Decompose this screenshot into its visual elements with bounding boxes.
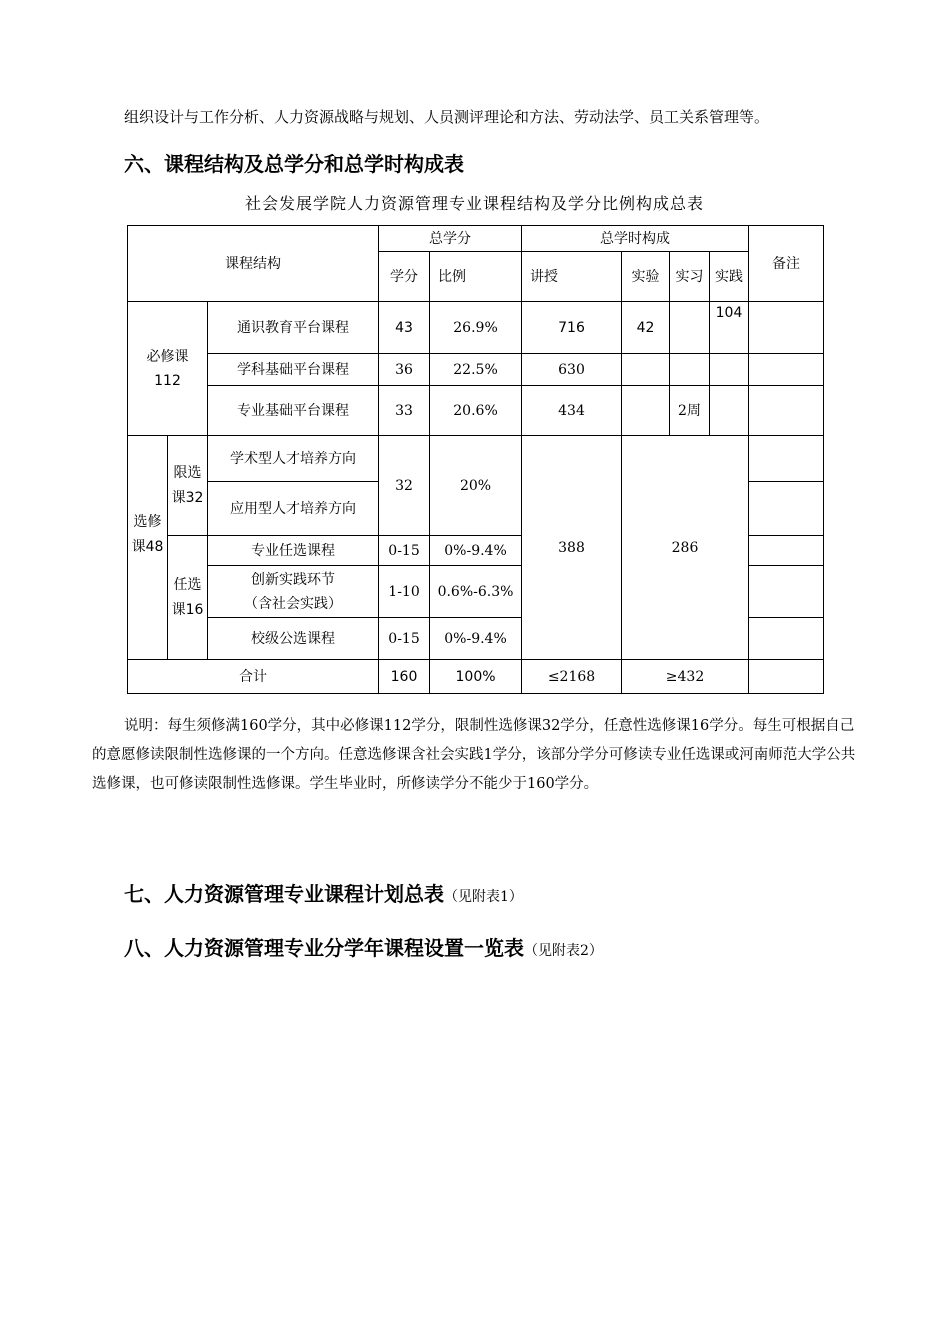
optional-label: 任选课 bbox=[171, 576, 202, 618]
cell-ratio: 0%-9.4% bbox=[430, 536, 522, 566]
elective-credits: 48 bbox=[145, 538, 164, 555]
elective-group bbox=[128, 436, 168, 660]
cell-remarks bbox=[749, 386, 824, 436]
header-total-credits: 总学分 bbox=[379, 226, 522, 252]
cell-lab bbox=[622, 354, 670, 386]
section8-title: 八、人力资源管理专业分学年课程设置一览表 bbox=[124, 936, 524, 960]
cell-remarks bbox=[749, 302, 824, 354]
total-label: 合计 bbox=[128, 660, 379, 694]
cell-practice bbox=[710, 386, 749, 436]
cell-internship: 2周 bbox=[670, 386, 710, 436]
course-structure-table bbox=[127, 225, 824, 694]
section8-note: （见附表2） bbox=[524, 943, 603, 959]
limited-credits: 32 bbox=[185, 489, 204, 506]
cell-credits: 0-15 bbox=[379, 536, 430, 566]
course-name: 学术型人才培养方向 bbox=[208, 436, 379, 482]
limited-group bbox=[168, 436, 208, 536]
header-lab: 实验 bbox=[622, 252, 670, 302]
total-credits: 160 bbox=[379, 660, 430, 694]
cell-ratio: 20.6% bbox=[430, 386, 522, 436]
required-credits: 112 bbox=[154, 372, 181, 389]
cell-ratio: 0%-9.4% bbox=[430, 618, 522, 660]
elective-other-hours: 286 bbox=[622, 436, 749, 660]
course-name: 通识教育平台课程 bbox=[208, 302, 379, 354]
total-lecture: ≤2168 bbox=[522, 660, 622, 694]
cell-credits: 43 bbox=[379, 302, 430, 354]
section6-heading: 六、课程结构及总学分和总学时构成表 bbox=[124, 152, 464, 176]
cell-practice bbox=[710, 354, 749, 386]
header-ratio: 比例 bbox=[430, 252, 522, 302]
cell-lecture: 630 bbox=[522, 354, 622, 386]
description-paragraph: 说明：每生须修满160学分，其中必修课112学分，限制性选修课32学分，任意性选修课16学分。每生可根据自己的意愿修读限制性选修课的一个方向。任意选修课含社会实践1学分，该部分学分可修读专业任选课或河南师范大学公共选修课，也可修读限制性选修课。学生毕业时，所修读学分不能少于160学分。 bbox=[92, 718, 856, 792]
cell-internship bbox=[670, 302, 710, 354]
cell-credits: 1-10 bbox=[379, 566, 430, 618]
cell-ratio: 26.9% bbox=[430, 302, 522, 354]
elective-label: 选修课 bbox=[131, 513, 162, 555]
intro-paragraph: 组织设计与工作分析、人力资源战略与规划、人员测评理论和方法、劳动法学、员工关系管理等。 bbox=[124, 108, 770, 126]
total-other-hours: ≥432 bbox=[622, 660, 749, 694]
course-name bbox=[208, 566, 379, 618]
header-credits: 学分 bbox=[379, 252, 430, 302]
cell-remarks bbox=[749, 354, 824, 386]
limited-credit-value: 32 bbox=[379, 436, 430, 536]
limited-ratio: 20% bbox=[430, 436, 522, 536]
cell-remarks bbox=[749, 618, 824, 660]
cell-practice: 104 bbox=[710, 302, 749, 354]
total-remarks bbox=[749, 660, 824, 694]
cell-ratio: 0.6%-6.3% bbox=[430, 566, 522, 618]
cell-lecture: 716 bbox=[522, 302, 622, 354]
section7-heading bbox=[124, 878, 864, 907]
course-name: 校级公选课程 bbox=[208, 618, 379, 660]
course-name-line1: 创新实践环节 bbox=[251, 571, 335, 588]
required-group bbox=[128, 302, 208, 436]
cell-remarks bbox=[749, 536, 824, 566]
course-name: 专业基础平台课程 bbox=[208, 386, 379, 436]
cell-remarks bbox=[749, 566, 824, 618]
required-label: 必修课 bbox=[146, 348, 189, 365]
cell-lab: 42 bbox=[622, 302, 670, 354]
header-internship: 实习 bbox=[670, 252, 710, 302]
section7-note: （见附表1） bbox=[444, 889, 523, 905]
header-total-hours: 总学时构成 bbox=[522, 226, 749, 252]
cell-internship bbox=[670, 354, 710, 386]
header-remarks: 备注 bbox=[749, 226, 824, 302]
course-name: 学科基础平台课程 bbox=[208, 354, 379, 386]
header-lecture: 讲授 bbox=[522, 252, 622, 302]
table-caption: 社会发展学院人力资源管理专业课程结构及学分比例构成总表 bbox=[244, 194, 704, 213]
header-structure: 课程结构 bbox=[128, 226, 379, 302]
cell-credits: 36 bbox=[379, 354, 430, 386]
course-name: 专业任选课程 bbox=[208, 536, 379, 566]
cell-credits: 0-15 bbox=[379, 618, 430, 660]
header-practice: 实践 bbox=[710, 252, 749, 302]
total-ratio: 100% bbox=[430, 660, 522, 694]
cell-credits: 33 bbox=[379, 386, 430, 436]
course-name-line2: （含社会实践） bbox=[244, 595, 342, 612]
elective-lecture: 388 bbox=[522, 436, 622, 660]
cell-lecture: 434 bbox=[522, 386, 622, 436]
optional-group bbox=[168, 536, 208, 660]
limited-label: 限选课 bbox=[171, 464, 202, 506]
optional-credits: 16 bbox=[185, 601, 204, 618]
section8-heading bbox=[124, 932, 864, 961]
cell-remarks bbox=[749, 436, 824, 482]
course-name: 应用型人才培养方向 bbox=[208, 482, 379, 536]
cell-ratio: 22.5% bbox=[430, 354, 522, 386]
cell-lab bbox=[622, 386, 670, 436]
section7-title: 七、人力资源管理专业课程计划总表 bbox=[124, 882, 444, 906]
cell-remarks bbox=[749, 482, 824, 536]
